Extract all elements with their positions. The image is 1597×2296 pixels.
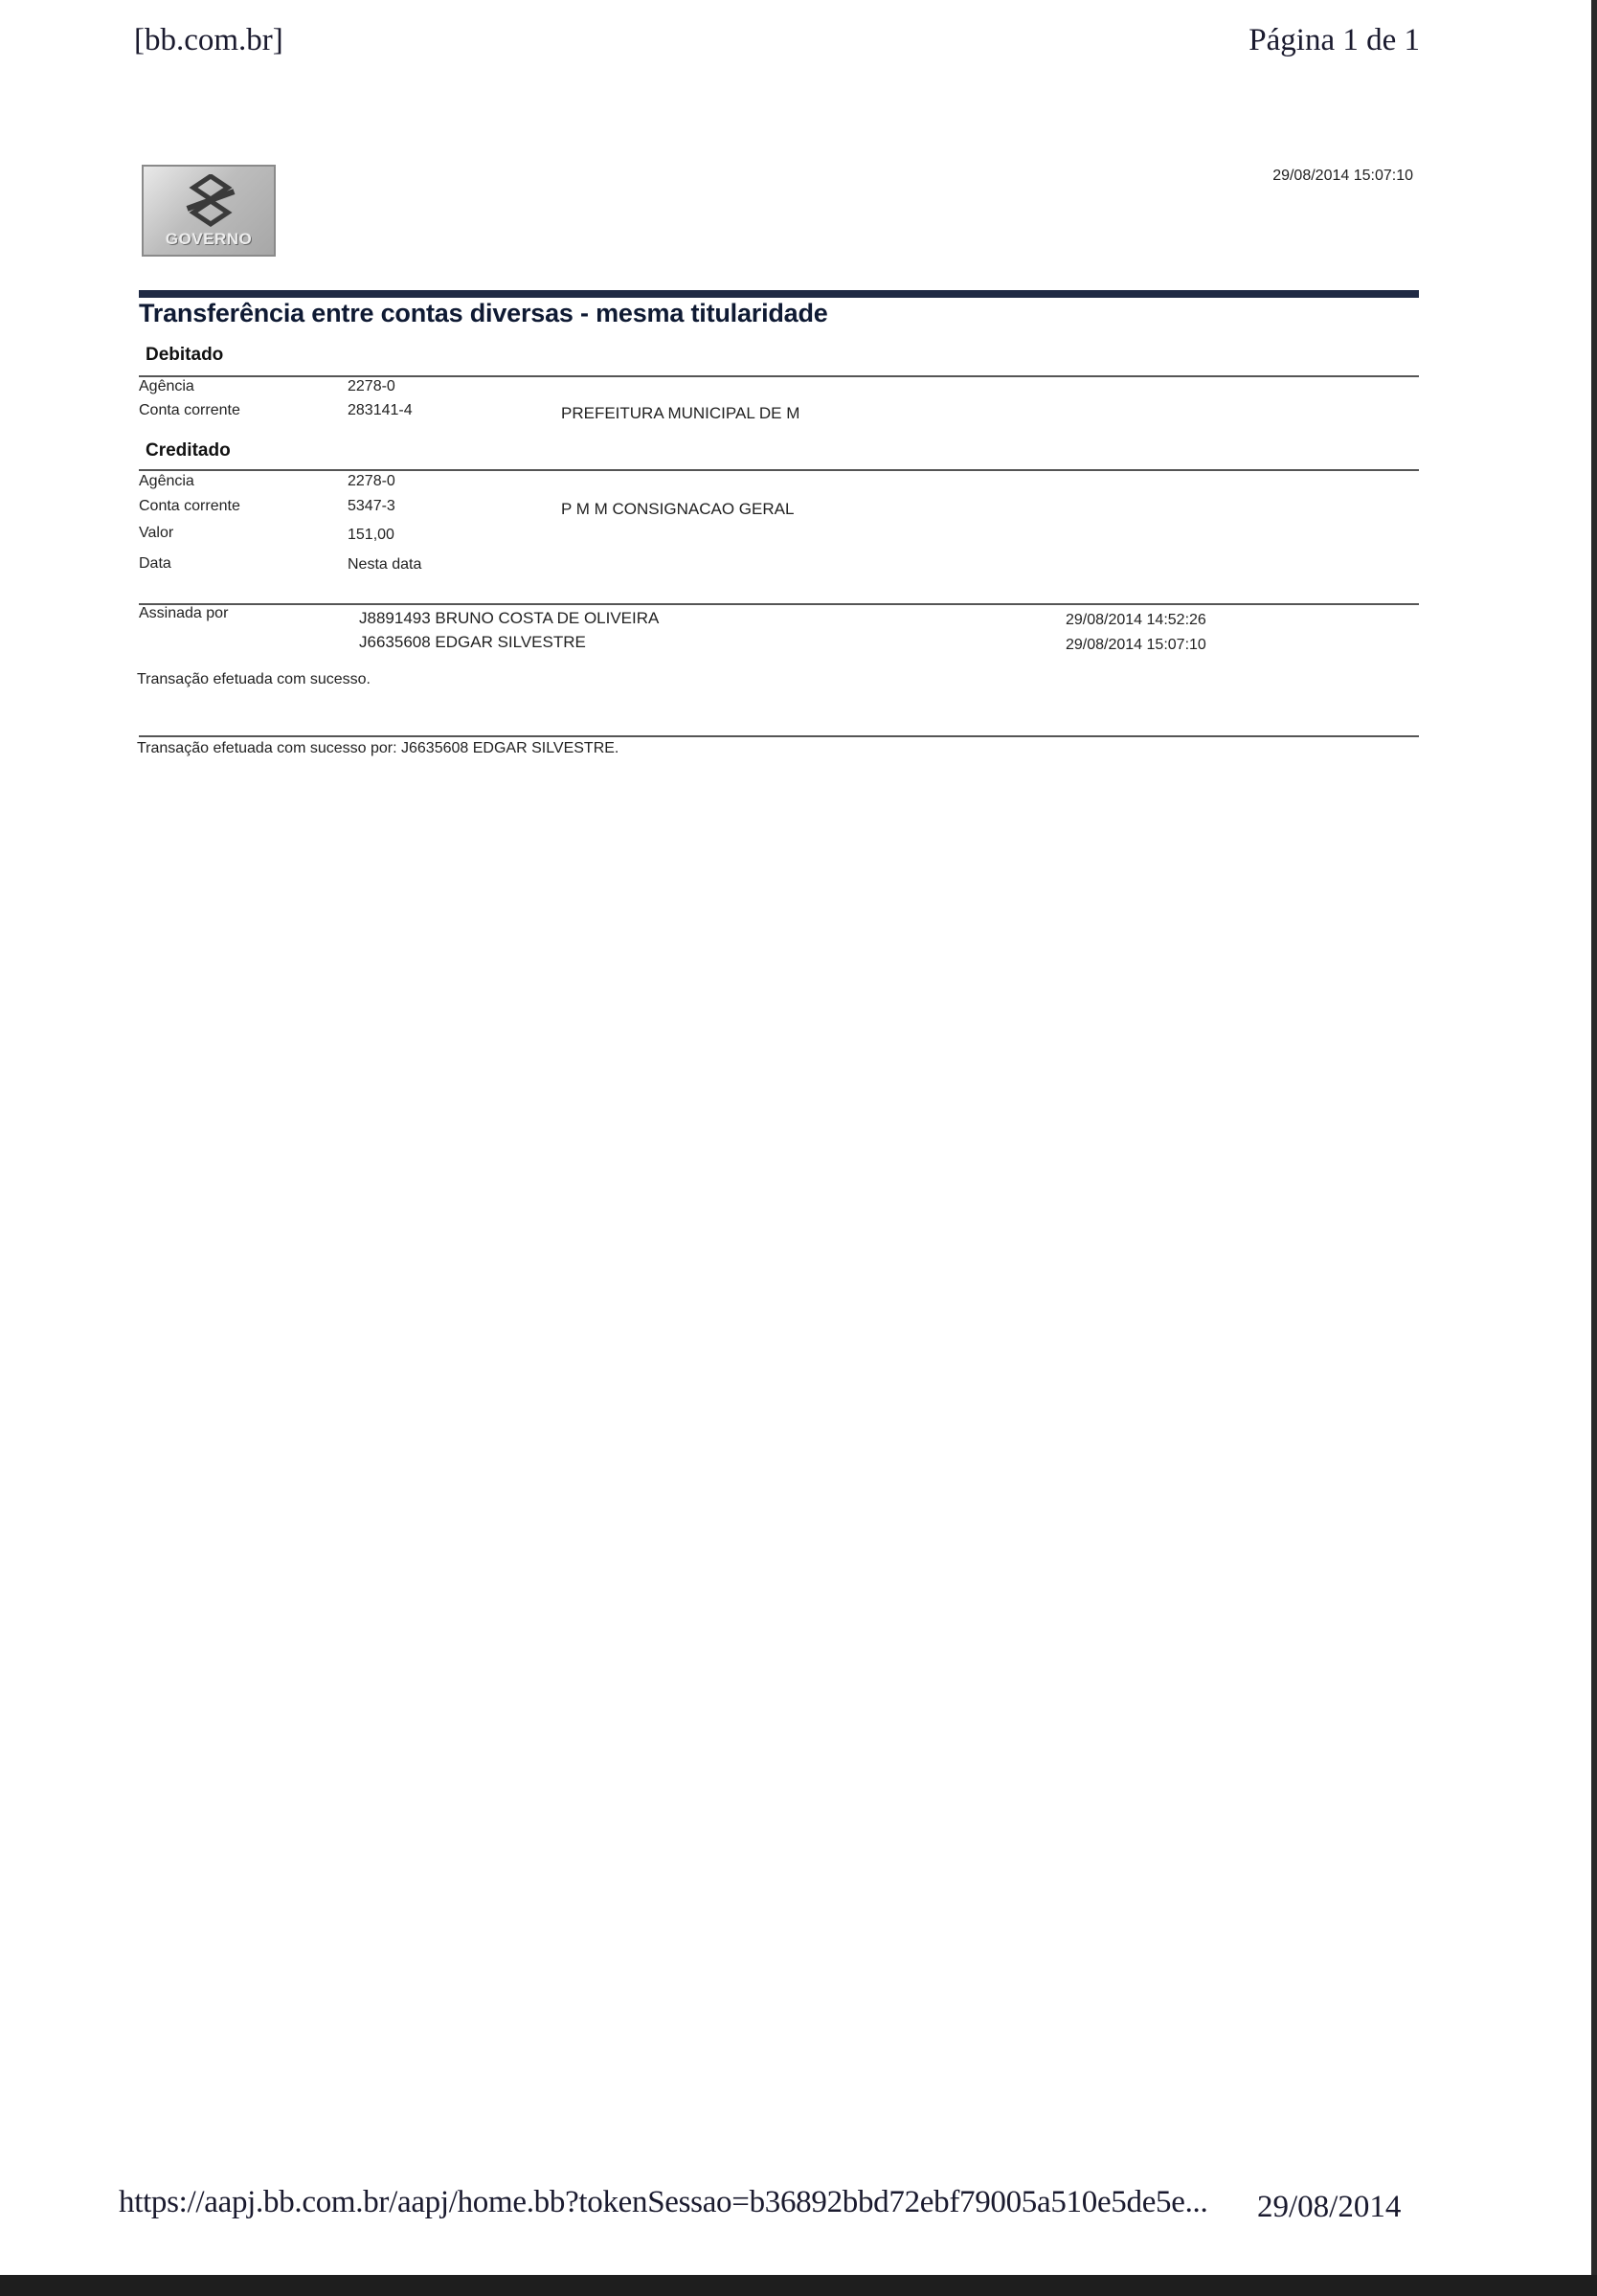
divider xyxy=(139,469,1419,471)
data-label: Data xyxy=(139,555,171,572)
section-debitado-heading: Debitado xyxy=(146,345,224,365)
signer-1-name: J8891493 BRUNO COSTA DE OLIVEIRA xyxy=(359,609,660,627)
report-timestamp: 29/08/2014 15:07:10 xyxy=(1272,168,1413,184)
credit-agencia-value: 2278-0 xyxy=(348,473,395,489)
data-value: Nesta data xyxy=(348,556,422,573)
assinada-por-label: Assinada por xyxy=(139,605,229,621)
debit-agencia-label: Agência xyxy=(139,378,194,394)
divider xyxy=(139,375,1419,377)
print-footer-date: 29/08/2014 xyxy=(1257,2190,1402,2224)
print-footer-url: https://aapj.bb.com.br/aapj/home.bb?tokenSessao=b36892bbd72ebf79005a510e5de5e... xyxy=(119,2185,1208,2219)
divider xyxy=(139,735,1419,737)
debit-titular: PREFEITURA MUNICIPAL DE M xyxy=(561,404,800,422)
scan-edge-right xyxy=(1591,0,1597,2296)
status-message: Transação efetuada com sucesso. xyxy=(137,671,371,687)
bank-logo xyxy=(142,165,276,257)
credit-agencia-label: Agência xyxy=(139,473,194,489)
banco-do-brasil-logo-icon xyxy=(180,174,241,228)
section-creditado-heading: Creditado xyxy=(146,440,231,461)
logo-text: GOVERNO xyxy=(165,230,253,248)
browser-header-page: Página 1 de 1 xyxy=(1248,23,1420,57)
valor-label: Valor xyxy=(139,525,174,541)
credit-titular: P M M CONSIGNACAO GERAL xyxy=(561,500,795,518)
divider xyxy=(139,603,1419,605)
browser-header-site: [bb.com.br] xyxy=(134,23,283,57)
status-footer: Transação efetuada com sucesso por: J6635608 EDGAR SILVESTRE. xyxy=(137,740,619,756)
valor-value: 151,00 xyxy=(348,527,394,543)
debit-conta-value: 283141-4 xyxy=(348,402,413,418)
title-bar xyxy=(139,290,1419,298)
page-title: Transferência entre contas diversas - mesma titularidade xyxy=(139,299,828,327)
scan-edge-bottom xyxy=(0,2275,1597,2296)
credit-conta-value: 5347-3 xyxy=(348,498,395,514)
signer-2-name: J6635608 EDGAR SILVESTRE xyxy=(359,633,586,651)
credit-conta-label: Conta corrente xyxy=(139,498,240,514)
debit-conta-label: Conta corrente xyxy=(139,402,240,418)
debit-agencia-value: 2278-0 xyxy=(348,378,395,394)
signer-1-datetime: 29/08/2014 14:52:26 xyxy=(1066,612,1206,628)
signer-2-datetime: 29/08/2014 15:07:10 xyxy=(1066,637,1206,653)
